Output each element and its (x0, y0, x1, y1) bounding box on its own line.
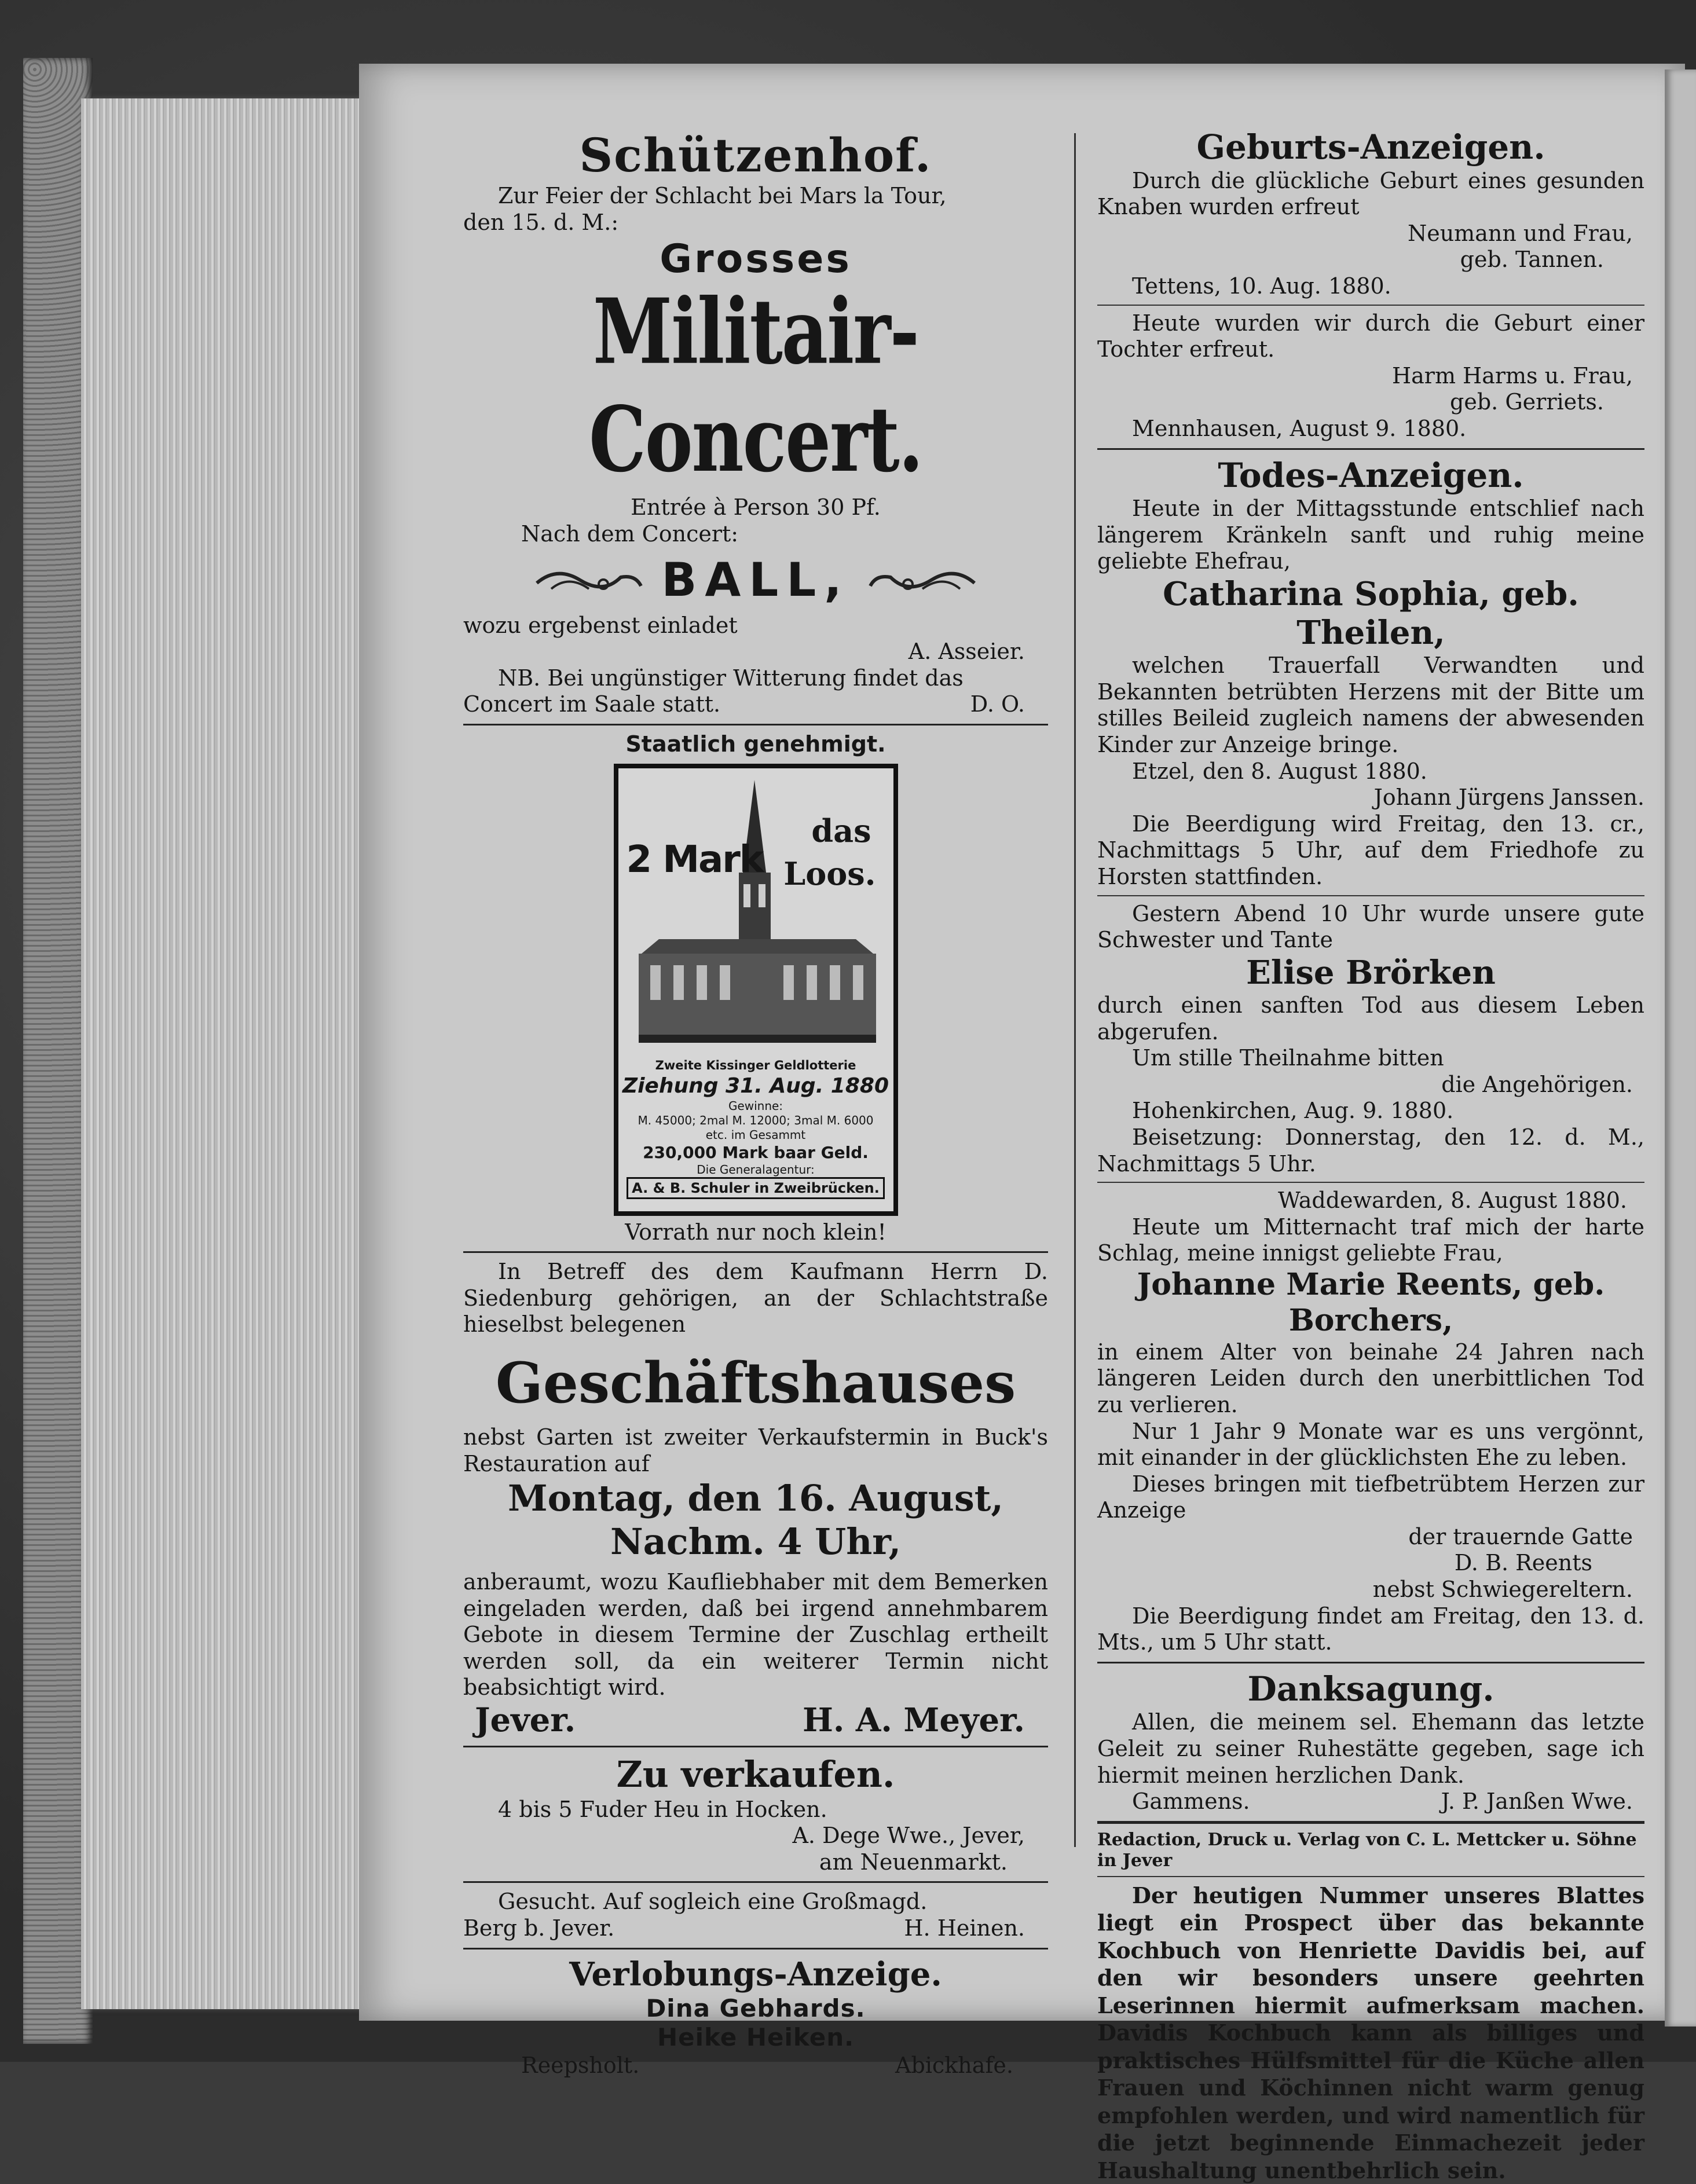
gesucht-ad (463, 1889, 1048, 1941)
lottery-loos: Loos. (783, 855, 876, 892)
lottery-firm: A. & B. Schuler in Zweibrücken. (627, 1177, 885, 1199)
todes-a-text1: Heute in der Mittagsstunde entschlief nach längerem Kränkeln sanft und ruhig meine geliebte Ehefrau, (1097, 496, 1644, 574)
ball-heading: BALL, (661, 552, 850, 607)
todes-a-burial: Die Beerdigung wird Freitag, den 13. cr., Nachmittags 5 Uhr, auf dem Friedhofe zu Horsten stattfinden. (1097, 811, 1644, 890)
schuetzenhof-line2: den 15. d. M.: (463, 209, 619, 235)
verlobung-ad (463, 1955, 1048, 2079)
lottery-prizes1: M. 45000; 2mal M. 12000; 3mal M. 6000 (638, 1113, 874, 1127)
nb-saale: Concert im Saale statt. (463, 691, 721, 717)
nb-line1: NB. Bei ungünstiger Witterung findet das (498, 665, 964, 691)
geschaeft-time: Nachm. 4 Uhr, (610, 1520, 902, 1563)
column-rule (1074, 133, 1076, 1847)
entree-line: Entrée à Person 30 Pf. (631, 494, 881, 521)
divider (1097, 1662, 1644, 1663)
verkaufen-line: 4 bis 5 Fuder Heu in Hocken. (498, 1796, 827, 1822)
geschaeft-text2: anberaumt, wozu Kaufliebhaber mit dem Bemerken eingeladen werden, daß bei irgend annehmbarem Gebote in diesem Termine der Zuschlag ertheilt werden soll, da ein weiterer Termin nicht beabsichtigt wird. (463, 1569, 1048, 1701)
todes-c-sig2: D. B. Reents (1454, 1550, 1592, 1576)
dank-text: Allen, die meinem sel. Ehemann das letzte Geleit zu seiner Ruhestätte gegeben, sage ich hiermit meinen herzlichen Dank. (1097, 1709, 1644, 1788)
lottery-title: Zweite Kissinger Geldlotterie (655, 1058, 856, 1072)
geschaeft-text1: nebst Garten ist zweiter Verkaufstermin in Buck's Restauration auf (463, 1424, 1048, 1476)
todes-c-text4: Dieses bringen mit tiefbetrübtem Herzen zur Anzeige (1097, 1471, 1644, 1523)
verkaufen-sig2: am Neuenmarkt. (819, 1849, 1008, 1875)
todes-b-place: Hohenkirchen, Aug. 9. 1880. (1132, 1098, 1454, 1124)
verkaufen-title: Zu verkaufen. (616, 1753, 895, 1796)
todes-c-sig1: der trauernde Gatte (1408, 1523, 1633, 1549)
divider (1097, 1182, 1644, 1183)
todes-c-text3: Nur 1 Jahr 9 Monate war es uns vergönnt, mit einander in der glücklichsten Ehe zu leben. (1097, 1418, 1644, 1471)
todes-anzeigen (1097, 456, 1644, 1656)
geschaeftshaus-ad (463, 1259, 1048, 1740)
lottery-ad (463, 731, 1048, 1245)
geschaeft-signature: H. A. Meyer. (803, 1701, 1025, 1740)
verlobung-place2: Abickhafe. (895, 2052, 1013, 2078)
right-column (1097, 127, 1644, 2184)
ball-row (463, 552, 1048, 608)
danksagung (1097, 1669, 1644, 1815)
dank-place: Gammens. (1132, 1789, 1250, 1815)
verlobung-place1: Reepsholt. (521, 2052, 640, 2078)
lottery-box (614, 764, 898, 1216)
todes-a-text2: welchen Trauerfall Verwandten und Bekannten betrübten Herzens mit der Bitte um stilles Beileid zugleich namens der abwesenden Kinder zur Anzeige bringe. (1097, 653, 1644, 758)
wozu-line: wozu ergebenst einladet (463, 612, 738, 638)
geschaeft-title: Geschäftshauses (495, 1350, 1016, 1416)
book-page-edges (81, 98, 371, 2009)
verlobung-name1: Dina Gebhards. (646, 1994, 866, 2022)
divider (1097, 1821, 1644, 1824)
geburt-b-names2: geb. Gerriets. (1450, 389, 1604, 415)
todes-b-text1: Gestern Abend 10 Uhr wurde unsere gute Schwester und Tante (1097, 900, 1644, 953)
geschaeft-date: Montag, den 16. August, (507, 1477, 1004, 1520)
grosses-heading: Grosses (660, 236, 852, 283)
lottery-stock: Vorrath nur noch klein! (625, 1219, 887, 1245)
gesucht-name: H. Heinen. (904, 1915, 1025, 1941)
promo-text: Der heutigen Nummer unseres Blattes liegt ein Prospect über das bekannte Kochbuch von Henriette Davidis bei, auf den wir besonders unsere geehrten Leserinnen hiermit aufmerksam machen. Davidis Kochbuch kann als billiges und praktisches Hülfsmittel für die Küche allen Frauen und Köchinnen nicht warm genug empfohlen werden, und wird namentlich für die jetzt beginnende Einmachezeit jeder Haushaltung unentbehrlich sein. (1097, 1882, 1644, 2183)
lottery-amount: 230,000 Mark baar Geld. (643, 1142, 869, 1162)
nb-initials: D. O. (970, 691, 1025, 717)
lottery-details (618, 1058, 893, 1199)
lottery-agency: Die Generalagentur: (697, 1162, 815, 1177)
next-page-strip (1665, 69, 1696, 2027)
left-column (463, 127, 1048, 2079)
ornament-right-icon (867, 560, 977, 600)
todes-a-sig: Johann Jürgens Janssen. (1373, 785, 1644, 811)
gesucht-row (463, 1915, 1048, 1942)
geburt-b-text: Heute wurden wir durch die Geburt einer Tochter erfreut. (1097, 310, 1644, 362)
todes-c-text2: in einem Alter von beinahe 24 Jahren nach längeren Leiden durch den unerbittlichen Tod zu verlieren. (1097, 1339, 1644, 1417)
verlobung-places (463, 2053, 1048, 2079)
dank-sig: J. P. Janßen Wwe. (1441, 1789, 1633, 1815)
lottery-price: 2 Mark (626, 838, 763, 881)
staatlich-line: Staatlich genehmigt. (625, 731, 886, 757)
geburt-b-names1: Harm Harms u. Frau, (1391, 362, 1633, 389)
geschaeft-intro: In Betreff des dem Kaufmann Herrn D. Siedenburg gehörigen, an der Schlachtstraße hieselbst belegenen (463, 1259, 1048, 1337)
geschaeft-signature-row (463, 1701, 1048, 1740)
todes-b-name: Elise Brörken (1246, 953, 1496, 992)
concert-heading: Militair-Concert. (589, 279, 922, 493)
divider (1097, 305, 1644, 306)
todes-c-name: Johanne Marie Reents, geb. Borchers, (1137, 1266, 1605, 1339)
divider (463, 724, 1048, 725)
dank-title: Danksagung. (1247, 1669, 1494, 1709)
divider (1097, 895, 1644, 896)
geburt-a-place: Tettens, 10. Aug. 1880. (1132, 273, 1391, 299)
todes-b-burial: Beisetzung: Donnerstag, den 12. d. M., Nachmittags 5 Uhr. (1097, 1124, 1644, 1177)
divider (1097, 1876, 1644, 1877)
lottery-das: das (811, 812, 871, 849)
todes-a-place: Etzel, den 8. August 1880. (1132, 758, 1427, 784)
geburts-anzeigen (1097, 127, 1644, 442)
todes-title: Todes-Anzeigen. (1218, 455, 1524, 495)
imprint-line: Redaction, Druck u. Verlag von C. L. Mettcker u. Söhne in Jever (1097, 1829, 1637, 1871)
todes-c-sig3: nebst Schwiegereltern. (1372, 1577, 1633, 1603)
divider (1097, 448, 1644, 450)
divider (463, 1948, 1048, 1950)
gesucht-place: Berg b. Jever. (463, 1915, 615, 1941)
gesucht-line1: Gesucht. Auf sogleich eine Großmagd. (498, 1889, 928, 1915)
schuetzenhof-line1: Zur Feier der Schlacht bei Mars la Tour, (498, 183, 947, 208)
geschaeft-place: Jever. (475, 1701, 576, 1740)
todes-b-text2: durch einen sanften Tod aus diesem Leben abgerufen. (1097, 992, 1644, 1045)
lottery-gewinne: Gewinne: (728, 1098, 783, 1113)
schuetzenhof-title: Schützenhof. (579, 128, 932, 182)
todes-b-sig: die Angehörigen. (1441, 1071, 1633, 1097)
nb-line2 (463, 691, 1048, 718)
verlobung-name2: Heike Heiken. (657, 2023, 855, 2052)
divider (463, 1746, 1048, 1747)
geburt-b-place: Mennhausen, August 9. 1880. (1132, 415, 1467, 441)
verkaufen-ad (463, 1753, 1048, 1875)
schuetzenhof-ad (463, 127, 1048, 718)
divider (463, 1251, 1048, 1253)
todes-c-text1: Heute um Mitternacht traf mich der harte Schlag, meine innigst geliebte Frau, (1097, 1214, 1644, 1266)
ornament-left-icon (534, 560, 644, 600)
geburt-a-names1: Neumann und Frau, (1407, 220, 1633, 246)
geburt-a-text: Durch die glückliche Geburt eines gesunden Knaben wurden erfreut (1097, 167, 1644, 220)
todes-b-text3: Um stille Theilnahme bitten (1132, 1045, 1444, 1071)
divider (463, 1881, 1048, 1883)
verlobung-title: Verlobungs-Anzeige. (569, 1955, 942, 1994)
dank-row (1097, 1789, 1644, 1815)
geburt-title: Geburts-Anzeigen. (1196, 127, 1545, 167)
todes-a-name: Catharina Sophia, geb. Theilen, (1163, 574, 1579, 653)
verkaufen-sig1: A. Dege Wwe., Jever, (792, 1823, 1025, 1849)
lottery-prizes2: etc. im Gesammt (705, 1127, 806, 1142)
todes-c-burial: Die Beerdigung findet am Freitag, den 13. d. Mts., um 5 Uhr statt. (1097, 1603, 1644, 1655)
todes-c-place: Waddewarden, 8. August 1880. (1277, 1188, 1627, 1214)
lottery-date: Ziehung 31. Aug. 1880 (622, 1073, 889, 1098)
asseier-signature: A. Asseier. (908, 639, 1025, 665)
nach-concert-line: Nach dem Concert: (521, 521, 739, 547)
geburt-a-names2: geb. Tannen. (1460, 247, 1604, 273)
